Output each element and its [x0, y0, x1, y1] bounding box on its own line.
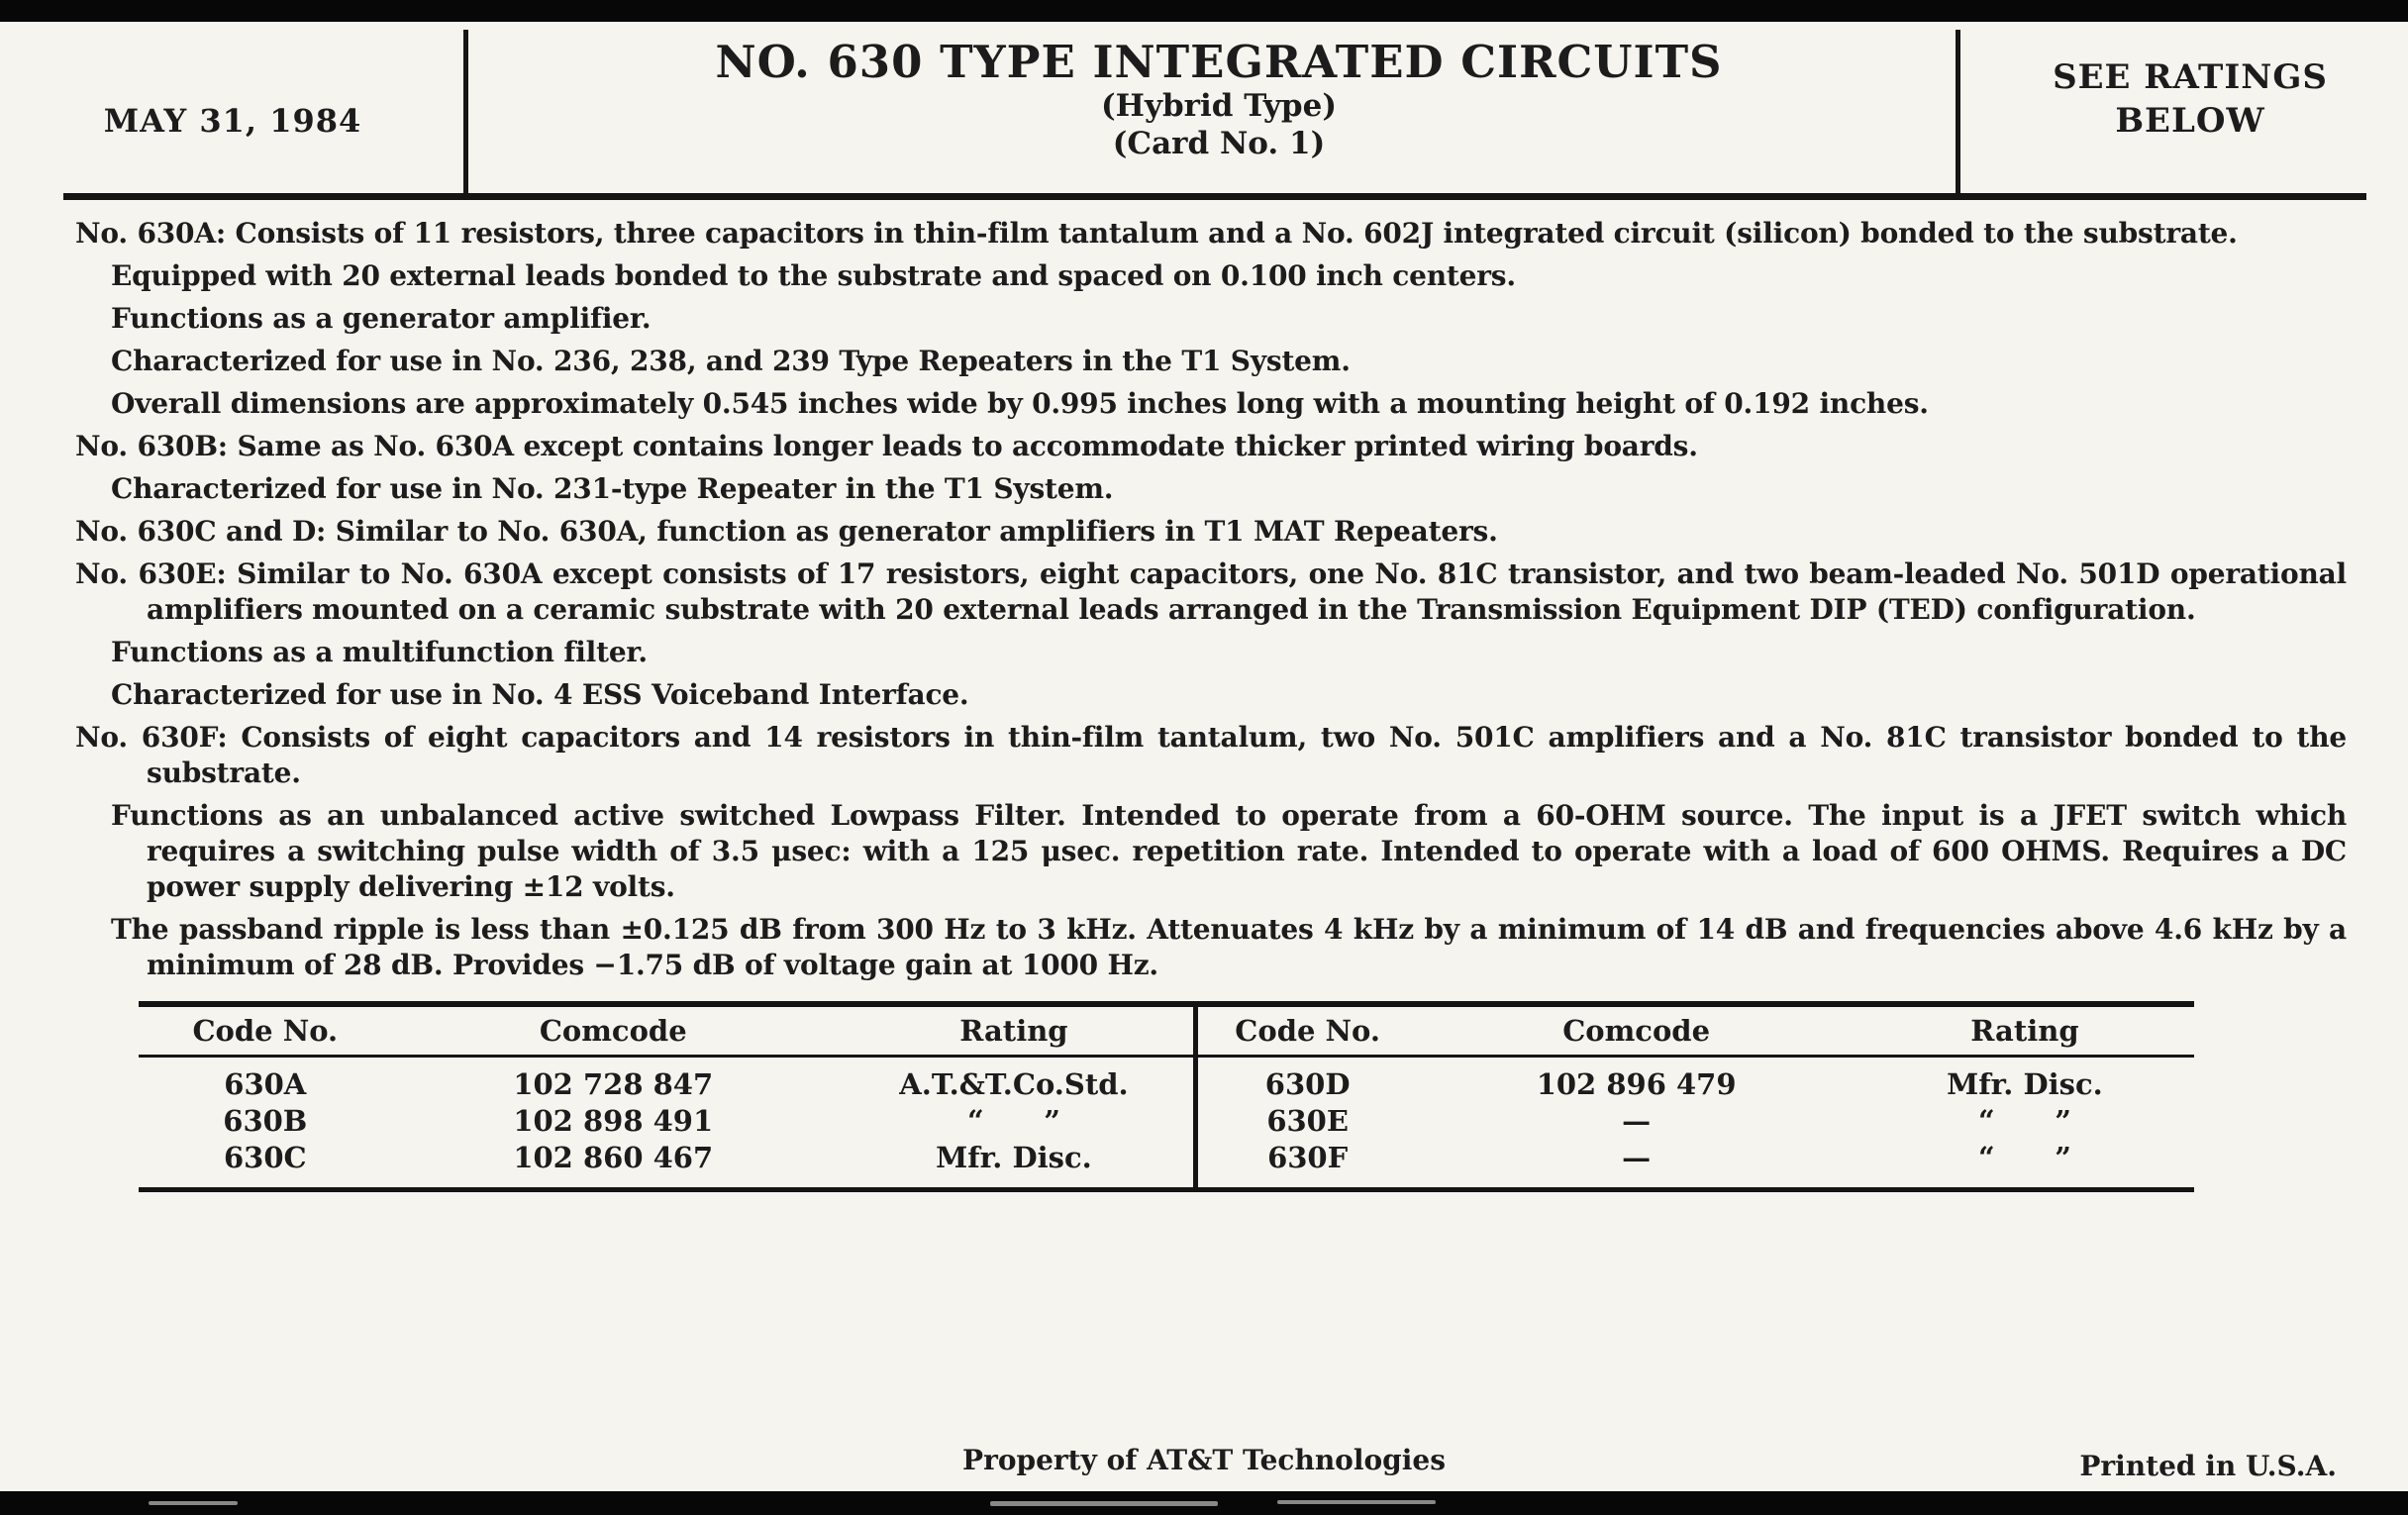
paragraph-630b: No. 630B: Same as No. 630A except contains longer leads to accommodate thicker printed wiring boards.	[75, 430, 1698, 462]
paragraph-630a-use: Characterized for use in No. 236, 238, and 239 Type Repeaters in the T1 System.	[111, 345, 1351, 377]
column-header-rating: Rating	[959, 1014, 1068, 1048]
paragraph-630a-dimensions: Overall dimensions are approximately 0.545 inches wide by 0.995 inches long with a mounting height of 0.192 inches.	[111, 387, 1929, 420]
scan-artifact	[1277, 1500, 1436, 1504]
ratings-note-line1: SEE RATINGS	[2053, 57, 2328, 97]
printed-notice: Printed in U.S.A.	[2079, 1450, 2337, 1482]
table-body	[1198, 1058, 2194, 1187]
property-notice: Property of AT&T Technologies	[962, 1444, 1446, 1476]
table-row-630d	[1198, 1065, 2194, 1102]
table-row-630e	[1198, 1102, 2194, 1139]
scan-artifact	[149, 1501, 238, 1505]
table-header-row	[1198, 1007, 2194, 1058]
comcode-value: 102 728 847	[513, 1066, 714, 1101]
ratings-table-left-half	[139, 1007, 1193, 1187]
header-divider-left	[463, 30, 468, 193]
column-header-rating: Rating	[1970, 1014, 2079, 1048]
header-divider-right	[1956, 30, 1960, 193]
code-no-value: 630A	[224, 1066, 307, 1101]
ratings-table	[139, 1001, 2194, 1192]
description-section	[0, 216, 2408, 983]
column-header-comcode: Comcode	[1562, 1014, 1711, 1048]
column-header-code-no: Code No.	[1235, 1014, 1380, 1048]
column-header-code-no: Code No.	[192, 1014, 339, 1048]
rating-value: A.T.&T.Co.Std.	[899, 1066, 1129, 1101]
table-body	[139, 1058, 1193, 1187]
document-title: NO. 630 TYPE INTEGRATED CIRCUITS	[715, 36, 1723, 88]
scan-edge-bottom	[0, 1491, 2408, 1515]
issue-date: MAY 31, 1984	[103, 101, 362, 140]
ratings-note-line2: BELOW	[2115, 101, 2265, 142]
comcode-value: 102 860 467	[513, 1140, 714, 1174]
paragraph-630a: No. 630A: Consists of 11 resistors, three capacitors in thin-film tantalum and a No. 602J integrated circuit (silicon) bonded to the substrate.	[75, 217, 2238, 250]
code-no-value: 630D	[1264, 1066, 1351, 1101]
table-row-630f	[1198, 1139, 2194, 1175]
code-no-value: 630B	[223, 1103, 308, 1138]
table-row-630b	[139, 1102, 1193, 1139]
paragraph-630e: No. 630E: Similar to No. 630A except consists of 17 resistors, eight capacitors, one No. 81C transistor, and two beam-leaded No. 501D operational amplifiers mounted on a ceramic substrate with 20 external leads arranged in the Transmission Equipment DIP (TED) configuration.	[75, 557, 2347, 626]
comcode-missing-dash: —	[1622, 1140, 1652, 1174]
paragraph-630f-function: Functions as an unbalanced active switched Lowpass Filter. Intended to operate from a 60-OHM source. The input is a JFET switch which requires a switching pulse width of 3.5 μsec: with a 125 μsec. repetition rate. Intended to operate with a load of 600 OHMS. Requires a DC power supply delivering ±12 volts.	[111, 799, 2347, 903]
comcode-value: 102 898 491	[513, 1103, 714, 1138]
rating-ditto-mark: “ ”	[1977, 1140, 2071, 1174]
paragraph-630f-passband: The passband ripple is less than ±0.125 dB from 300 Hz to 3 kHz. Attenuates 4 kHz by a minimum of 14 dB and frequencies above 4.6 kHz by a minimum of 28 dB. Provides −1.75 dB of voltage gain at 1000 Hz.	[111, 913, 2347, 981]
header-rule	[63, 193, 2366, 200]
column-header-comcode: Comcode	[539, 1014, 687, 1048]
header-date-cell	[0, 22, 465, 193]
scan-edge-top	[0, 0, 2408, 22]
paragraph-630c-d: No. 630C and D: Similar to No. 630A, function as generator amplifiers in T1 MAT Repeaters.	[75, 515, 1498, 548]
paragraph-630a-leads: Equipped with 20 external leads bonded to the substrate and spaced on 0.100 inch centers.	[111, 259, 1516, 292]
paragraph-630a-function: Functions as a generator amplifier.	[111, 302, 652, 335]
page-footer	[0, 1444, 2408, 1483]
paragraph-630f: No. 630F: Consists of eight capacitors and 14 resistors in thin-film tantalum, two No. 501C amplifiers and a No. 81C transistor bonded to the substrate.	[75, 721, 2347, 789]
ratings-table-right-half	[1193, 1007, 2194, 1187]
paragraph-630e-function: Functions as a multifunction filter.	[111, 636, 648, 668]
rating-value: Mfr. Disc.	[936, 1140, 1092, 1174]
header-title-cell	[465, 22, 1972, 193]
document-subtitle-type: (Hybrid Type)	[1101, 87, 1337, 124]
code-no-value: 630E	[1266, 1103, 1349, 1138]
datasheet-page	[0, 22, 2408, 1491]
paragraph-630e-use: Characterized for use in No. 4 ESS Voiceband Interface.	[111, 678, 969, 711]
comcode-value: 102 896 479	[1536, 1066, 1737, 1101]
header-ratings-cell	[1972, 22, 2408, 193]
document-subtitle-card: (Card No. 1)	[1112, 126, 1326, 162]
code-no-value: 630F	[1267, 1140, 1349, 1174]
table-row-630a	[139, 1065, 1193, 1102]
document-header	[0, 22, 2408, 193]
table-row-630c	[139, 1139, 1193, 1175]
rating-ditto-mark: “ ”	[966, 1103, 1060, 1138]
paragraph-630b-use: Characterized for use in No. 231-type Repeater in the T1 System.	[111, 472, 1114, 505]
scan-artifact	[990, 1501, 1218, 1506]
comcode-missing-dash: —	[1622, 1103, 1652, 1138]
rating-value: Mfr. Disc.	[1947, 1066, 2103, 1101]
rating-ditto-mark: “ ”	[1977, 1103, 2071, 1138]
code-no-value: 630C	[223, 1140, 307, 1174]
table-header-row	[139, 1007, 1193, 1058]
